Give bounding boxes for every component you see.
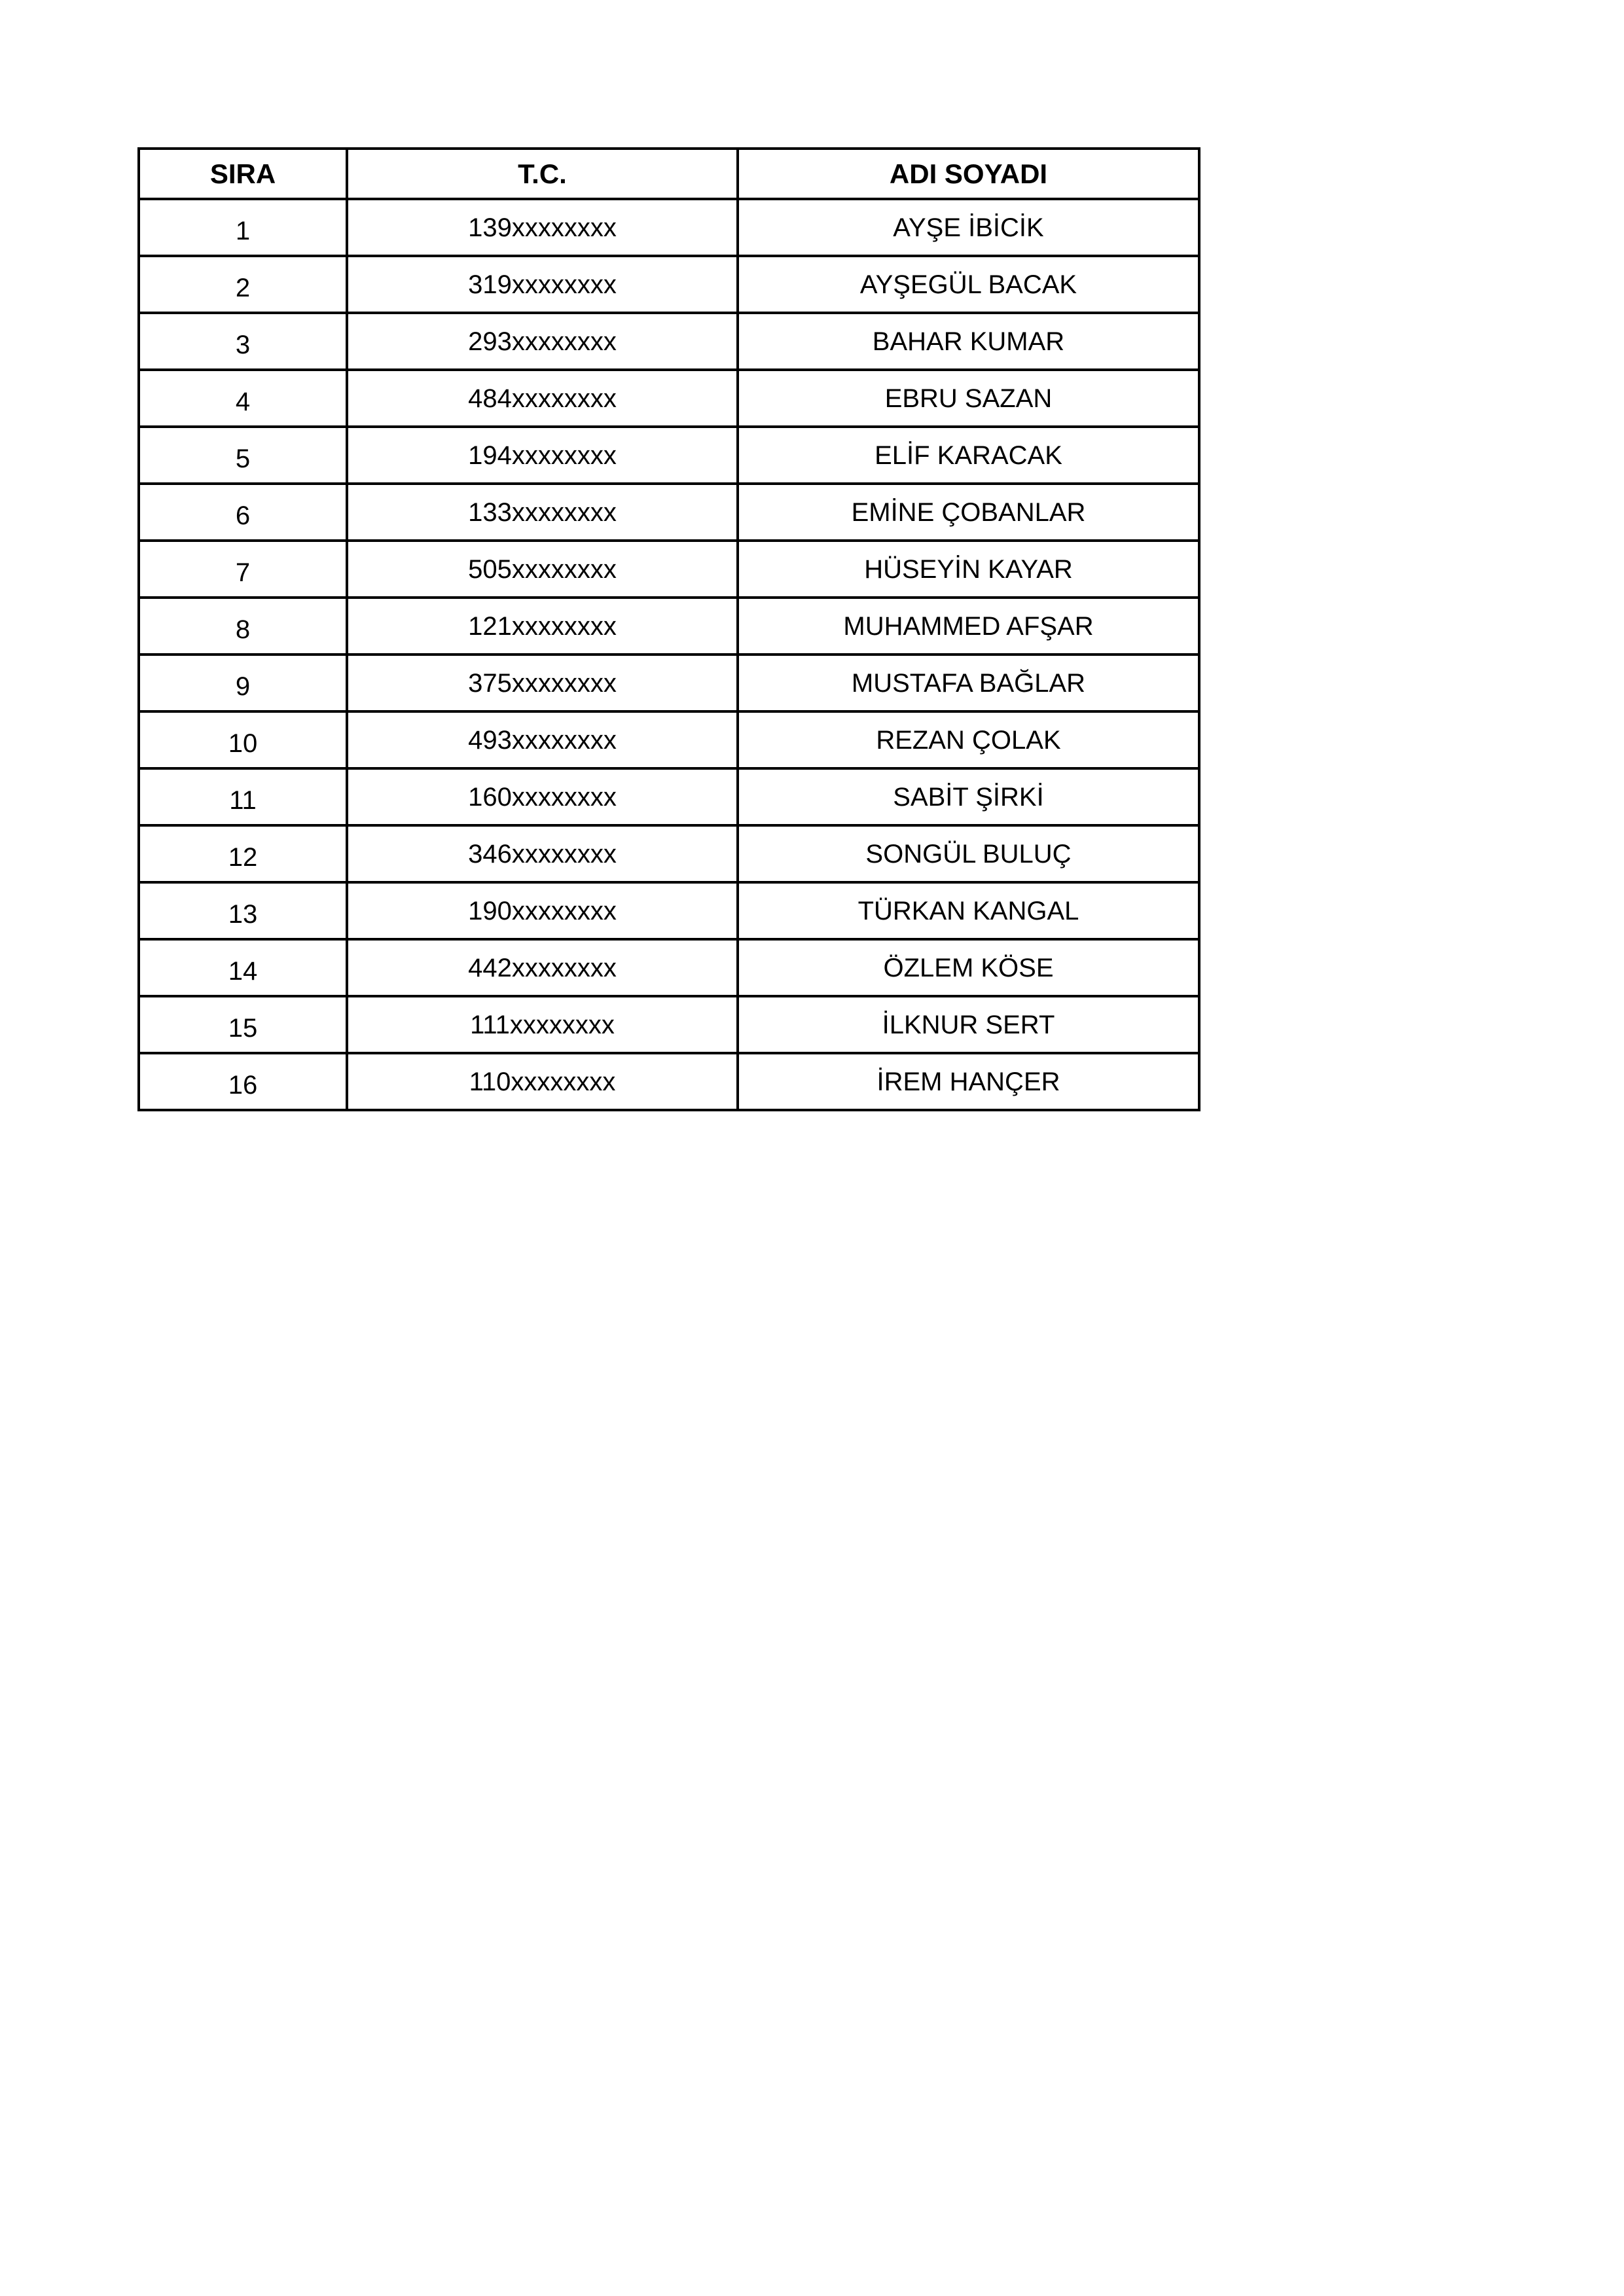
- table-row: [139, 882, 1199, 939]
- full-name-cell: SONGÜL BULUÇ: [738, 825, 1199, 882]
- tc-number-cell: 133xxxxxxxx: [347, 484, 738, 541]
- full-name-cell: ÖZLEM KÖSE: [738, 939, 1199, 996]
- header-name: ADI SOYADI: [738, 149, 1199, 199]
- row-number-cell: 10: [139, 711, 347, 768]
- tc-number-cell: 493xxxxxxxx: [347, 711, 738, 768]
- row-number-cell: 6: [139, 484, 347, 541]
- row-number-cell: 12: [139, 825, 347, 882]
- full-name-cell: EBRU SAZAN: [738, 370, 1199, 427]
- name-list-table: [137, 147, 1200, 1111]
- row-number-cell: 14: [139, 939, 347, 996]
- full-name-cell: MUHAMMED AFŞAR: [738, 598, 1199, 655]
- table-row: [139, 256, 1199, 313]
- row-number-cell: 13: [139, 882, 347, 939]
- table-row: [139, 427, 1199, 484]
- row-number-cell: 9: [139, 655, 347, 711]
- full-name-cell: HÜSEYİN KAYAR: [738, 541, 1199, 598]
- row-number-cell: 1: [139, 199, 347, 256]
- full-name-cell: AYŞE İBİCİK: [738, 199, 1199, 256]
- row-number-cell: 7: [139, 541, 347, 598]
- table-row: [139, 484, 1199, 541]
- full-name-cell: SABİT ŞİRKİ: [738, 768, 1199, 825]
- table-row: [139, 541, 1199, 598]
- full-name-cell: MUSTAFA BAĞLAR: [738, 655, 1199, 711]
- row-number-cell: 3: [139, 313, 347, 370]
- table-row: [139, 313, 1199, 370]
- table-header-row: [139, 149, 1199, 199]
- full-name-cell: İREM HANÇER: [738, 1053, 1199, 1110]
- table-row: [139, 370, 1199, 427]
- full-name-cell: BAHAR KUMAR: [738, 313, 1199, 370]
- header-sira: SIRA: [139, 149, 347, 199]
- row-number-cell: 2: [139, 256, 347, 313]
- row-number-cell: 8: [139, 598, 347, 655]
- tc-number-cell: 139xxxxxxxx: [347, 199, 738, 256]
- table-row: [139, 939, 1199, 996]
- full-name-cell: EMİNE ÇOBANLAR: [738, 484, 1199, 541]
- table-row: [139, 199, 1199, 256]
- table-row: [139, 768, 1199, 825]
- row-number-cell: 4: [139, 370, 347, 427]
- header-tc: T.C.: [347, 149, 738, 199]
- table-body: [139, 199, 1199, 1110]
- tc-number-cell: 346xxxxxxxx: [347, 825, 738, 882]
- row-number-cell: 11: [139, 768, 347, 825]
- table-row: [139, 825, 1199, 882]
- full-name-cell: ELİF KARACAK: [738, 427, 1199, 484]
- tc-number-cell: 442xxxxxxxx: [347, 939, 738, 996]
- table-row: [139, 598, 1199, 655]
- tc-number-cell: 319xxxxxxxx: [347, 256, 738, 313]
- tc-number-cell: 160xxxxxxxx: [347, 768, 738, 825]
- full-name-cell: İLKNUR SERT: [738, 996, 1199, 1053]
- tc-number-cell: 110xxxxxxxx: [347, 1053, 738, 1110]
- table-row: [139, 996, 1199, 1053]
- tc-number-cell: 121xxxxxxxx: [347, 598, 738, 655]
- full-name-cell: REZAN ÇOLAK: [738, 711, 1199, 768]
- tc-number-cell: 194xxxxxxxx: [347, 427, 738, 484]
- row-number-cell: 16: [139, 1053, 347, 1110]
- tc-number-cell: 293xxxxxxxx: [347, 313, 738, 370]
- row-number-cell: 15: [139, 996, 347, 1053]
- table-row: [139, 711, 1199, 768]
- tc-number-cell: 111xxxxxxxx: [347, 996, 738, 1053]
- table-row: [139, 655, 1199, 711]
- tc-number-cell: 484xxxxxxxx: [347, 370, 738, 427]
- row-number-cell: 5: [139, 427, 347, 484]
- full-name-cell: TÜRKAN KANGAL: [738, 882, 1199, 939]
- full-name-cell: AYŞEGÜL BACAK: [738, 256, 1199, 313]
- tc-number-cell: 375xxxxxxxx: [347, 655, 738, 711]
- tc-number-cell: 190xxxxxxxx: [347, 882, 738, 939]
- tc-number-cell: 505xxxxxxxx: [347, 541, 738, 598]
- table-row: [139, 1053, 1199, 1110]
